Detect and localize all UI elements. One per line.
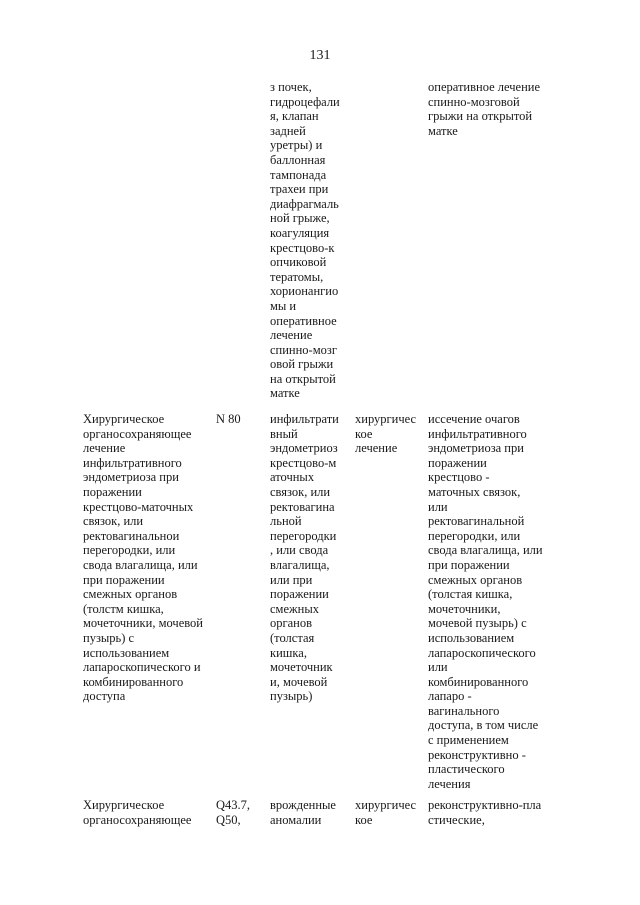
row-1-name-cell: Хирургическое органосохраняющее лечение инфильтративного эндометриоза при поражении крестцово-маточных связок, или ректовагинальнои перегородки, или свода влагалища, или при поражении смежных органов (толстм кишка, мочеточники, мочевой пузырь) с использованием лапароскопического и комбинированного доступа — [83, 412, 204, 704]
row-2-method-cell: реконструктивно-пла стические, — [428, 798, 542, 827]
row-2-type-cell: хирургичес кое — [355, 798, 417, 827]
row-1-type-cell: хирургичес кое лечение — [355, 412, 417, 456]
row-1-code-cell: N 80 — [216, 412, 241, 426]
page-number: 131 — [309, 48, 331, 63]
row-2-code-cell: Q43.7, Q50, — [216, 798, 251, 827]
row-1-diagnosis-cell: инфильтрати вный эндометриоз крестцово-м аточных связок, или ректовагина льной перегородки , или свода влагалища, или при поражении смежных органов (толстая кишка, мочеточник и, мочевой пузырь) — [270, 412, 339, 704]
row-1-method-cell: иссечение очагов инфильтративного эндометриоза при поражении крестцово - маточных связок, или ректовагинальной перегородки, или свода влагалища, или при поражении смежных органов (толстая кишка, мочеточники, мочевой пузырь) с использованием лапароскопического или комбинированного лапаро - вагинального доступа, в том числе с применением реконструктивно - пластического лечения — [428, 412, 543, 791]
continued-diagnosis-cell: з почек, гидроцефали я, клапан задней уретры) и баллонная тампонада трахеи при диафрагмаль ной грыже, коагуляция крестцово-к опчиковой тератомы, хорионангио мы и оперативное лечение спинно-мозг овой грыжи на открытой матке — [270, 80, 340, 401]
row-2-diagnosis-cell: врожденные аномалии — [270, 798, 336, 827]
row-2-name-cell: Хирургическое органосохраняющее — [83, 798, 192, 827]
continued-treatment-cell: оперативное лечение спинно-мозговой грыжи на открытой матке — [428, 80, 541, 138]
